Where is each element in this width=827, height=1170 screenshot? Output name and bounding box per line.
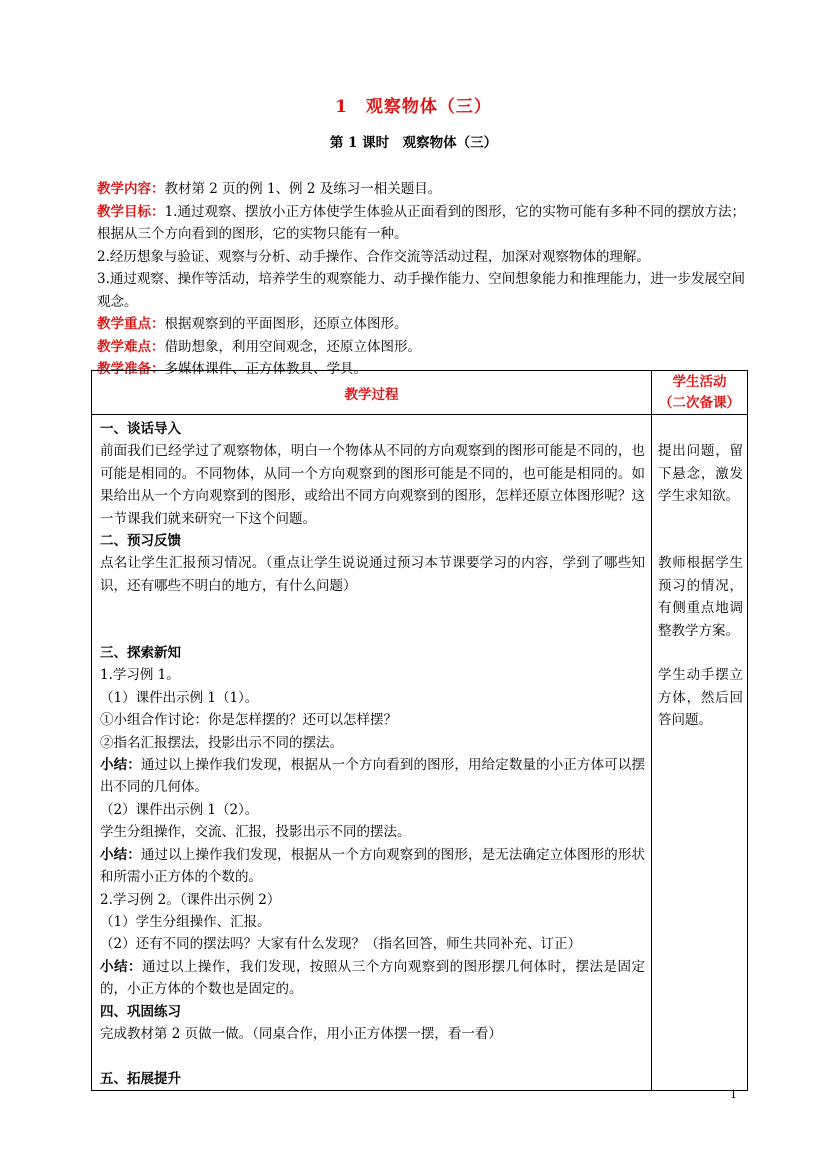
teaching-goal-3: 3.通过观察、操作等活动，培养学生的观察能力、动手操作能力、空间想象能力和推理能力，进一步发展空间观念。 [97, 271, 745, 310]
section-3-line-2: （1）课件出示例 1（1）。 [100, 689, 259, 706]
lesson-subtitle: 第 1 课时 观察物体（三） [329, 135, 498, 151]
header-teaching-process: 教学过程 [92, 371, 652, 415]
section-3-line-9: （2）还有不同的摆法吗？大家有什么发现？（指名回答，师生共同补充、订正） [100, 936, 582, 953]
section-4-heading: 四、巩固练习 [100, 1003, 181, 1020]
teaching-difficulty [97, 336, 745, 359]
section-1-text: 前面我们已经学过了观察物体，明白一个物体从不同的方向观察到的图形可能是不同的，也可能是相同的。不同物体，从同一个方向观察到的图形可能是不同的，也可能是相同的。如果给出从一个方向观察到的图形，或给出不同方向观察到的图形，怎样还原立体图形呢？这一节课我们就来研究一下这个问题。 [100, 443, 645, 527]
section-3-heading: 三、探索新知 [100, 645, 181, 662]
teaching-process-cell [92, 415, 652, 1091]
spacer [658, 642, 743, 664]
document-title: 1 观察物体（三） [335, 97, 492, 117]
section-3-line-4: ②指名汇报摆法，投影出示不同的摆法。 [100, 734, 343, 751]
teaching-content-text: 教材第 2 页的例 1、例 2 及练习一相关题目。 [164, 181, 442, 197]
section-3-line-8: （1）学生分组操作、汇报。 [100, 913, 271, 930]
section-3-summary-3 [100, 956, 645, 1001]
spacer [100, 597, 645, 642]
section-3-line-6: 学生分组操作，交流、汇报，投影出示不同的摆法。 [100, 824, 411, 841]
lesson-plan-table [91, 370, 748, 1091]
summary-3-label: 小结： [100, 958, 142, 975]
header-student-activity-line-2: （二次备课） [659, 394, 740, 411]
teaching-content-label: 教学内容： [97, 181, 165, 197]
summary-3-text: 通过以上操作，我们发现，按照从三个方向观察到的图形摆几何体时，摆法是固定的，小正方体的个数也是固定的。 [100, 958, 646, 998]
summary-2-text: 通过以上操作我们发现，根据从一个方向观察到的图形，是无法确定立体图形的形状和所需小正方体的个数的。 [100, 846, 646, 886]
section-3-line-3: ①小组合作讨论：你是怎样摆的？还可以怎样摆？ [100, 712, 397, 729]
student-activity-cell [652, 415, 748, 1091]
section-3-summary-1 [100, 754, 645, 799]
section-3-line-1: 1.学习例 1。 [100, 667, 180, 684]
table-body-row [92, 415, 748, 1091]
summary-2-label: 小结： [100, 846, 141, 863]
teaching-goal-2: 2.经历想象与验证、观察与分析、动手操作、合作交流等活动过程，加深对观察物体的理解。 [97, 248, 650, 265]
spacer [658, 418, 743, 440]
teaching-goals [97, 201, 745, 246]
section-2-text: 点名让学生汇报预习情况。（重点让学生说说通过预习本节课要学习的内容，学到了哪些知识，还有哪些不明白的地方，有什么问题） [100, 555, 645, 594]
lesson-intro [97, 178, 745, 381]
summary-1-text: 通过以上操作我们发现，根据从一个方向看到的图形，用给定数量的小正方体可以摆出不同的几何体。 [100, 757, 646, 796]
teaching-difficulty-label: 教学难点： [97, 338, 165, 355]
teaching-key-point-text: 根据观察到的平面图形，还原立体图形。 [164, 316, 408, 332]
spacer [100, 1045, 645, 1067]
teaching-key-point-label: 教学重点： [97, 316, 165, 332]
section-5-heading: 五、拓展提升 [100, 1070, 181, 1087]
student-activity-1: 提出问题，留下悬念，激发学生求知欲。 [658, 443, 743, 505]
teaching-goals-label: 教学目标： [97, 203, 165, 220]
section-3-summary-2 [100, 844, 645, 889]
teaching-key-point [97, 313, 745, 336]
section-1-heading: 一、谈话导入 [100, 421, 181, 437]
page-number: 1 [730, 1088, 737, 1101]
table-header-row [92, 371, 748, 415]
student-activity-3: 学生动手摆立方体，然后回答问题。 [658, 667, 743, 729]
teaching-goal-1: 1.通过观察、摆放小正方体使学生体验从正面看到的图形，它的实物可能有多种不同的摆放方法；根据从三个方向看到的图形，它的实物只能有一种。 [97, 203, 746, 242]
section-3-line-5: （2）课件出示例 1（2）。 [100, 801, 259, 818]
header-student-activity-line-1: 学生活动 [672, 373, 727, 390]
section-2-heading: 二、预习反馈 [100, 533, 181, 550]
spacer [658, 508, 743, 553]
student-activity-2: 教师根据学生预习的情况，有侧重点地调整教学方案。 [658, 555, 743, 639]
teaching-content [97, 178, 745, 201]
summary-1-label: 小结： [100, 757, 141, 774]
teaching-preparation-label: 教学准备： [97, 361, 165, 377]
teaching-difficulty-text: 借助想象，利用空间观念，还原立体图形。 [164, 338, 421, 355]
section-4-text: 完成教材第 2 页做一做。（同桌合作，用小正方体摆一摆，看一看） [100, 1025, 502, 1042]
header-student-activity [652, 371, 748, 415]
teaching-preparation-text: 多媒体课件、正方体教具、学具。 [164, 361, 367, 377]
section-3-line-7: 2.学习例 2。（课件出示例 2） [100, 891, 281, 908]
